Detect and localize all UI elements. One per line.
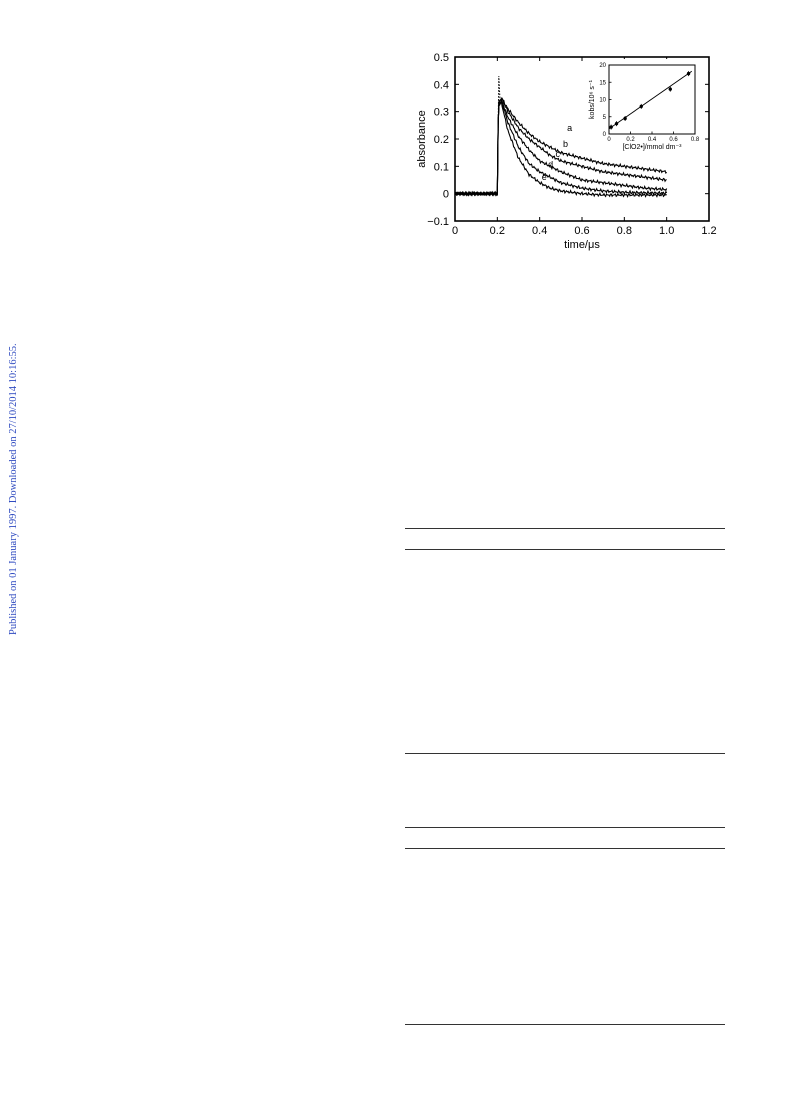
inset-y-tick-label: 15 [599, 80, 606, 87]
main-y-tick-label: 0.2 [433, 134, 449, 146]
inset-data-point [623, 117, 626, 120]
inset-chart [585, 59, 701, 156]
main-y-axis-label: absorbance [416, 110, 428, 168]
inset-x-tick-label: 0.6 [669, 137, 678, 143]
main-x-tick-label: 0.6 [574, 225, 590, 237]
inset-x-tick-label: 0.2 [626, 137, 635, 143]
main-y-tick-label: 0.1 [433, 161, 449, 174]
inset-y-tick-label: 5 [602, 114, 606, 121]
inset-data-point [615, 122, 618, 125]
table-top-rule [405, 528, 725, 529]
inset-y-tick-label: 0 [602, 132, 606, 138]
main-x-tick-label: 0.2 [489, 225, 505, 237]
table2-top-rule [405, 827, 725, 828]
inset-x-tick-label: 0 [607, 137, 611, 143]
series-label-e: e [541, 172, 547, 182]
absorbance-chart [405, 45, 725, 265]
table-header-rule [405, 549, 725, 550]
table-bottom-rule [405, 753, 725, 754]
inset-y-tick-label: 10 [599, 97, 606, 104]
main-x-axis-label: time/μs [564, 239, 600, 251]
inset-x-tick-label: 0.8 [690, 137, 700, 143]
table2-header-rule [405, 848, 725, 849]
main-x-tick-label: 1.2 [701, 225, 717, 237]
published-download-text[interactable]: Published on 01 January 1997. Downloaded on 27/10/2014 10:16:55. [8, 343, 19, 635]
series-label-c: c [555, 148, 561, 159]
published-download-note[interactable] [8, 345, 22, 635]
main-x-tick-label: 0.8 [616, 225, 632, 237]
inset-data-point [609, 125, 612, 128]
table2-bottom-rule [405, 1024, 725, 1025]
inset-background [585, 59, 701, 156]
inset-data-point [640, 105, 643, 108]
inset-y-tick-label: 20 [599, 63, 606, 69]
main-y-tick-label: 0.4 [433, 79, 449, 92]
main-y-tick-label: 0.3 [433, 106, 449, 119]
inset-data-point [687, 72, 690, 75]
inset-x-axis-label: [ClO2•]/mmol dm⁻³ [622, 144, 682, 151]
main-y-tick-label: 0 [442, 188, 449, 201]
series-label-d: d [548, 159, 554, 170]
main-x-tick-label: 0.4 [532, 225, 548, 237]
main-x-tick-label: 1.0 [659, 225, 675, 237]
inset-x-tick-label: 0.4 [647, 137, 657, 143]
absorbance-figure [405, 45, 725, 265]
main-y-tick-label: −0.1 [427, 216, 449, 228]
series-label-b: b [562, 139, 568, 150]
series-label-a: a [567, 122, 573, 133]
main-y-tick-label: 0.5 [433, 52, 449, 64]
inset-data-point [669, 87, 672, 90]
inset-y-axis-label: kobs/10⁶ s⁻¹ [589, 80, 596, 119]
main-x-tick-label: 0 [451, 225, 459, 237]
